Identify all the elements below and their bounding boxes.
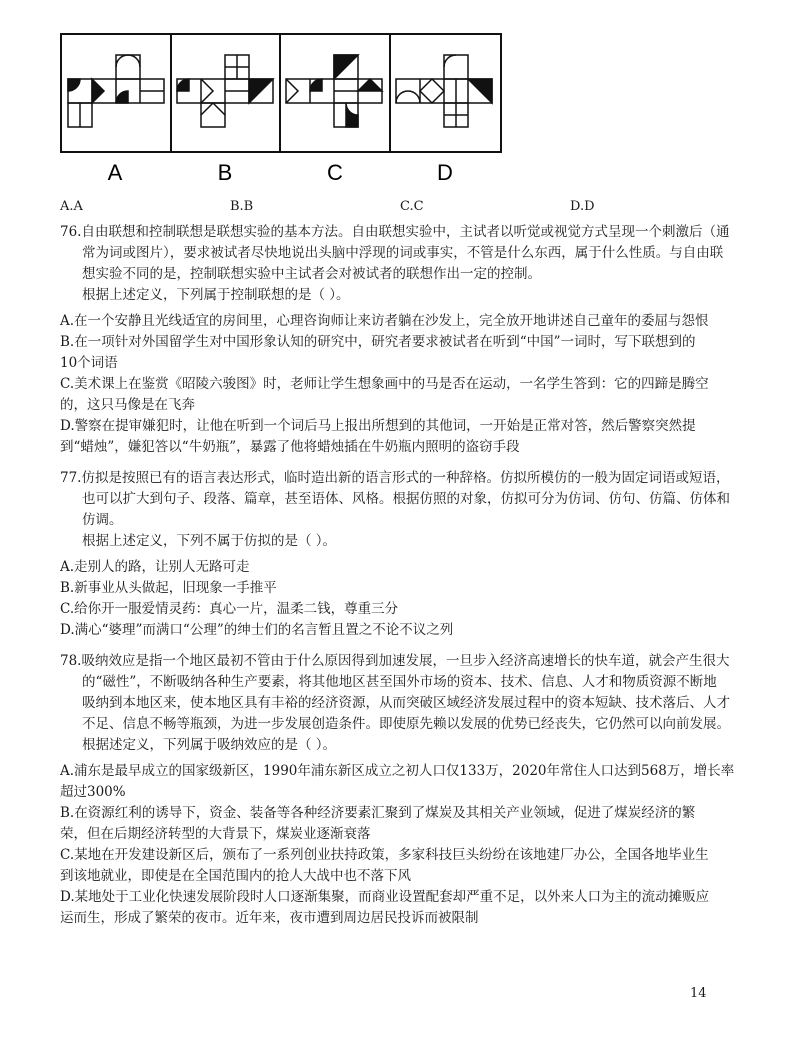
q76-option-b-cont: 10个词语 [60, 355, 118, 371]
figure-letter-c: C [327, 160, 343, 185]
q77-stem-line: 也可以扩大到句子、段落、篇章，甚至语体、风格。根据仿照的对象，仿拟可分为仿词、仿句、仿篇、仿体和 [82, 491, 730, 507]
q78-option-d-cont: 运而生，形成了繁荣的夜市。近年来，夜市遭到周边居民投诉而被限制 [60, 910, 479, 926]
q77-option-b: B.新事业从头做起，旧现象一手推平 [60, 580, 277, 596]
cube-net-d [396, 55, 492, 127]
question-76 [60, 222, 750, 458]
q78-prompt: 根据述定义，下列属于吸纳效应的是（ ）。 [82, 737, 337, 753]
q78-option-a: A.浦东是最早成立的国家级新区，1990年浦东新区成立之初人口仅133万，2020年常住人口达到568万，增长率 [60, 763, 735, 779]
q77-option-a: A.走别人的路，让别人无路可走 [60, 559, 250, 575]
q78-stem-line: 的“磁性”，不断吸纳各种生产要素，将其他地区甚至国外市场的资本、技术、信息、人才和物质资源不断地 [82, 674, 717, 690]
q76-stem-line: 想实验不同的是，控制联想实验中主试者会对被试者的联想作出一定的控制。 [82, 266, 541, 282]
question-78 [60, 651, 750, 929]
q76-option-d-cont: 到“蜡烛”，嫌犯答以“牛奶瓶”，暴露了他将蜡烛插在牛奶瓶内照明的盗窃手段 [60, 439, 520, 455]
q78-option-b: B.在资源红利的诱导下，资金、装备等各种经济要素汇聚到了煤炭及其相关产业领域，促进了煤炭经济的繁 [60, 805, 696, 821]
q76-prompt: 根据上述定义，下列属于控制联想的是（ ）。 [82, 287, 350, 303]
question-77 [60, 468, 750, 641]
q77-option-d: D.满心“婆理”而满口“公理”的绅士们的名言暂且置之不论不议之列 [60, 622, 454, 638]
q78-option-d: D.某地处于工业化快速发展阶段时人口逐渐集聚，而商业设置配套却严重不足，以外来人口为主的流动摊贩应 [60, 889, 710, 905]
q78-option-a-cont: 超过300% [60, 784, 126, 800]
q78-option-c-cont: 到该地就业，即使是在全国范围内的抢人大战中也不落下风 [60, 868, 411, 884]
q75-option-b: B.B [230, 199, 254, 214]
q77-prompt: 根据上述定义，下列不属于仿拟的是（ ）。 [82, 533, 337, 549]
cube-net-c [286, 55, 382, 127]
q76-option-a: A.在一个安静且光线适宜的房间里，心理咨询师让来访者躺在沙发上，完全放开地讲述自己童年的委屈与怨恨 [60, 313, 709, 329]
figure-letter-d: D [437, 160, 453, 185]
q75-option-a: A.A [60, 199, 83, 214]
q76-option-c: C.美术课上在鉴赏《昭陵六骏图》时，老师让学生想象画中的马是否在运动，一名学生答到：它的四蹄是腾空 [60, 376, 709, 392]
q77-stem-line: 仿调。 [82, 512, 123, 528]
cube-net-b [177, 55, 273, 127]
cube-net-figure [60, 33, 502, 188]
figure-letter-a: A [107, 160, 123, 185]
page-number: 14 [690, 986, 707, 1001]
q78-stem-line: 78.吸纳效应是指一个地区最初不管由于什么原因得到加速发展，一旦步入经济高速增长的快车道，就会产生很大 [60, 653, 730, 669]
q76-stem-line: 常为词或图片），要求被试者尽快地说出头脑中浮现的词或事实，不管是什么东西，属于什么性质。与自由联 [82, 245, 724, 261]
q78-option-b-cont: 荣，但在后期经济转型的大背景下，煤炭业逐渐衰落 [60, 826, 371, 842]
q78-stem-line: 不足、信息不畅等瓶颈，为进一步发展创造条件。即使原先赖以发展的优势已经丧失，它仍然可以向前发展。 [82, 716, 730, 732]
q77-stem-line: 77.仿拟是按照已有的语言表达形式，临时造出新的语言形式的一种辞格。仿拟所模仿的一般为固定词语或短语， [60, 470, 730, 486]
q75-options [60, 199, 660, 219]
q76-stem-line: 76.自由联想和控制联想是联想实验的基本方法。自由联想实验中，主试者以听觉或视觉方式呈现一个刺激后（通 [60, 224, 730, 240]
q77-option-c: C.给你开一服爱情灵药：真心一片，温柔二钱，尊重三分 [60, 601, 399, 617]
q78-option-c: C.某地在开发建设新区后，颁布了一系列创业扶持政策，多家科技巨头纷纷在该地建厂办公，全国各地毕业生 [60, 847, 709, 863]
figure-letter-b: B [217, 160, 233, 185]
q78-stem-line: 吸纳到本地区来，使本地区具有丰裕的经济资源，从而突破区域经济发展过程中的资本短缺、技术落后、人才 [82, 695, 730, 711]
q76-option-b: B.在一项针对外国留学生对中国形象认知的研究中，研究者要求被试者在听到“中国”一词时，写下联想到的 [60, 334, 696, 350]
q75-option-d: D.D [570, 199, 595, 214]
q76-option-c-cont: 的，这只马像是在飞奔 [60, 397, 195, 413]
q75-option-c: C.C [400, 199, 424, 214]
cube-net-a [68, 55, 164, 127]
q76-option-d: D.警察在提审嫌犯时，让他在听到一个词后马上报出所想到的其他词，一开始是正常对答，然后警察突然提 [60, 418, 696, 434]
